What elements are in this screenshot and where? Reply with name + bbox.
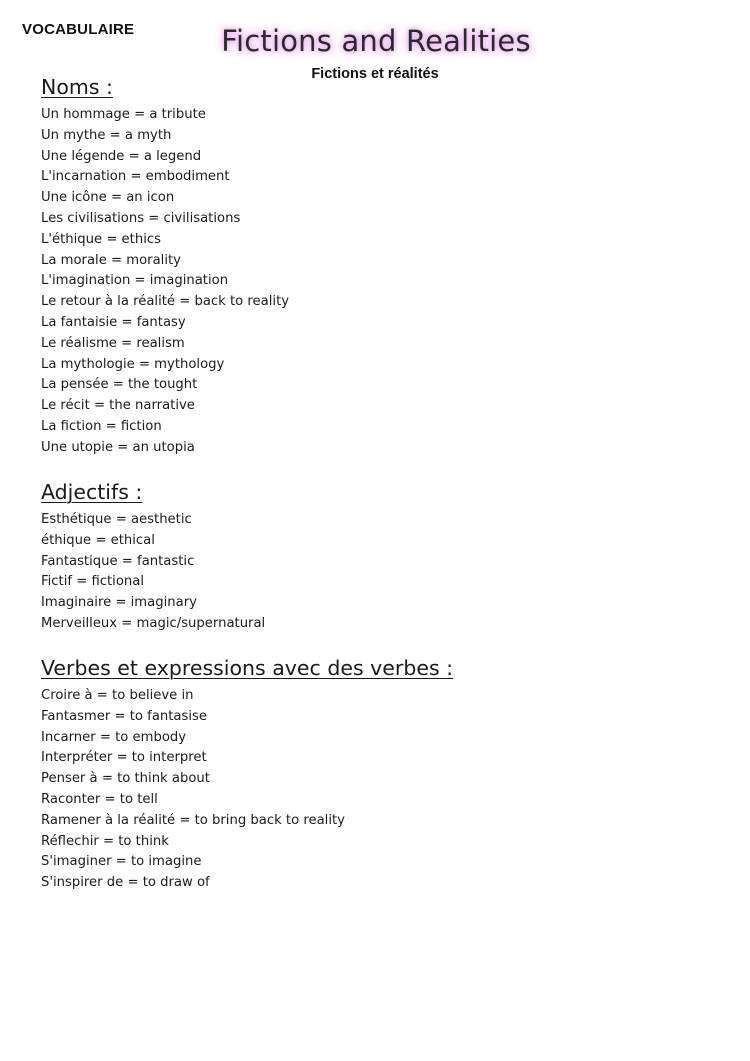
list-item: Le réalisme = realism (41, 335, 185, 351)
list-item: Un mythe = a myth (41, 127, 172, 143)
section-heading-adjectifs: Adjectifs : (41, 480, 143, 504)
list-item: Fictif = fictional (41, 574, 145, 590)
section-verbes (41, 655, 453, 894)
list-item: La fiction = fiction (41, 418, 162, 434)
list-item: Fantasmer = to fantasise (41, 708, 208, 724)
list-item: Fantastique = fantastic (41, 553, 195, 569)
list-item: Une légende = a legend (41, 148, 202, 164)
list-item: Esthétique = aesthetic (41, 512, 192, 527)
list-item: Ramener à la réalité = to bring back to reality (41, 812, 345, 828)
section-heading-noms: Noms : (41, 75, 113, 99)
list-item: La fantaisie = fantasy (41, 314, 186, 330)
list-item: Réflechir = to think (41, 833, 169, 849)
list-item: Interpréter = to interpret (41, 750, 207, 766)
list-item: Imaginaire = imaginary (41, 595, 197, 611)
list-item: L'incarnation = embodiment (41, 169, 230, 185)
list-item: L'imagination = imagination (41, 273, 229, 289)
list-item: éthique = ethical (41, 532, 155, 548)
vocab-list-adjectifs (41, 510, 265, 635)
list-item: Les civilisations = civilisations (41, 210, 241, 226)
vocab-list-verbes (41, 686, 453, 894)
list-item: La pensée = the tought (41, 377, 198, 393)
list-item: L'éthique = ethics (41, 231, 161, 247)
list-item: La mythologie = mythology (41, 356, 225, 372)
section-adjectifs (41, 479, 265, 635)
list-item: Une utopie = an utopia (41, 439, 195, 455)
section-noms (41, 74, 289, 459)
vocabulary-tag: VOCABULAIRE (22, 21, 135, 38)
list-item: La morale = morality (41, 252, 181, 268)
page-title: Fictions and Realities (221, 24, 531, 58)
list-item: S'imaginer = to imagine (41, 854, 202, 870)
list-item: Le retour à la réalité = back to reality (41, 294, 290, 310)
list-item: S'inspirer de = to draw of (41, 875, 210, 891)
list-item: Incarner = to embody (41, 729, 187, 745)
list-item: Une icône = an icon (41, 190, 175, 206)
page-subtitle: Fictions et réalités (311, 66, 439, 82)
list-item: Un hommage = a tribute (41, 107, 206, 122)
section-heading-verbes: Verbes et expressions avec des verbes : (41, 656, 454, 680)
list-item: Penser à = to think about (41, 771, 210, 787)
page-title-wrapper (0, 24, 750, 58)
list-item: Le récit = the narrative (41, 398, 195, 414)
vocab-list-noms (41, 105, 289, 459)
list-item: Raconter = to tell (41, 791, 158, 807)
list-item: Croire à = to believe in (41, 688, 194, 703)
list-item: Merveilleux = magic/supernatural (41, 615, 266, 631)
